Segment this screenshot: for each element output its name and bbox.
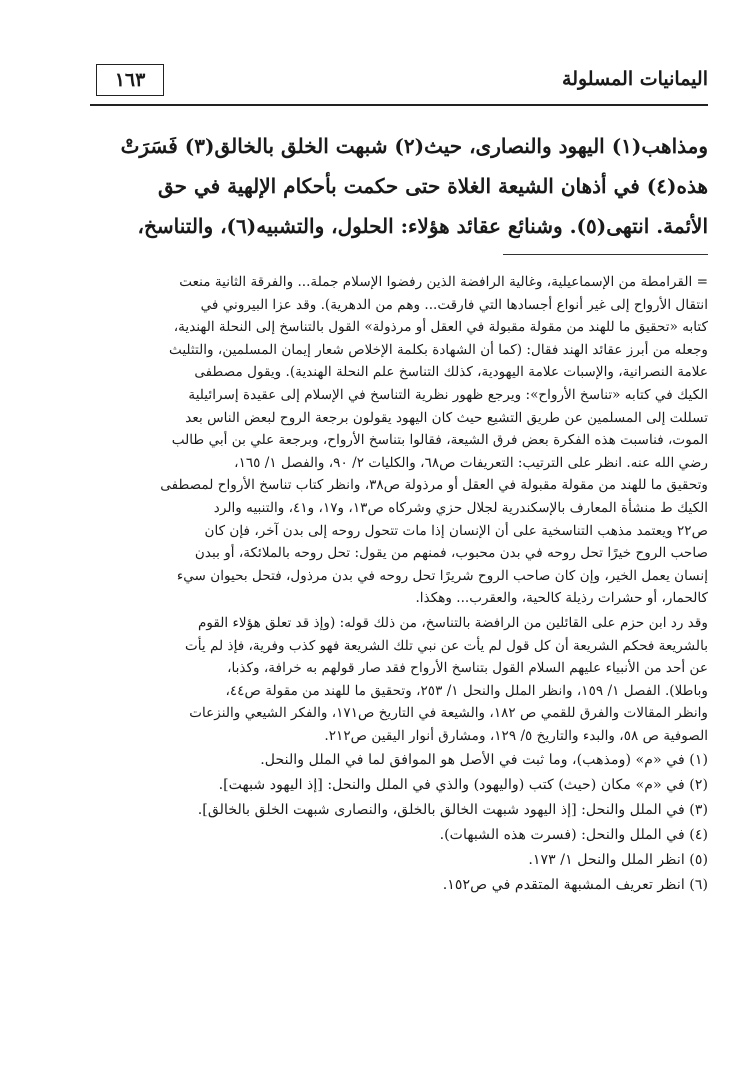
note-line: انتقال الأرواح إلى غير أنواع أجسادها التي فارقت... وهم من الدهرية). وقد عزا البيروني في: [200, 296, 708, 313]
note-line: كتابه «تحقيق ما للهند من مقولة مقبولة في العقل أو مرذولة» القول بالتناسخ إلى النحلة الهندية،: [173, 319, 708, 336]
note-line: = القرامطة من الإسماعيلية، وغالية الرافضة الذين رفضوا الإسلام جملة... والفرقة الثانية منعت: [179, 274, 708, 290]
note-line: الكيك في كتابه «تناسخ الأرواح»: ويرجع ظهور نظرية التناسخ في الإسلام إلى عقيدة إسرائيلية: [188, 386, 708, 403]
note-line: علامة النصرانية، والإسبات علامة اليهودية، كذلك التناسخ علم النحلة الهندية). ويقول مصطفى: [194, 364, 708, 381]
note-line: إنسان يعمل الخير، وإن كان صاحب الروح شريرًا تحل روحه في بدن مرذول، فتحل بحيوان سيء: [176, 567, 708, 584]
page-header: [90, 56, 708, 106]
note-line: تسللت إلى المسلمين عن طريق التشيع حيث كان اليهود يقولون برجعة الروح لبعض الناس بعد: [185, 409, 708, 426]
continued-footnote: [90, 271, 708, 747]
main-text-line: الأئمة. انتهى(٥). وشنائع عقائد هؤلاء: الحلول، والتشبيه(٦)، والتناسخ،: [137, 214, 708, 238]
note-line: عن أحد من الأنبياء عليهم السلام القول بتناسخ الأرواح فقد صار قولهم به خرافة، وكذبا،: [227, 660, 708, 677]
note-line: وانظر المقالات والفرق للقمي ص ١٨٢، والشيعة في التاريخ ص١٧١، والفكر الشيعي والنزعات: [189, 705, 708, 722]
main-text-line: ومذاهب(١) اليهود والنصارى، حيث(٢) شبهت الخلق بالخالق(٣) فَسَرَتْ: [120, 134, 708, 158]
footnote-1: (١) في «م» (ومذهب)، وما ثبت في الأصل هو الموافق لما في الملل والنحل.: [260, 752, 708, 769]
footnotes-list: [90, 748, 708, 898]
note-line: كالحمار، أو حشرات رذيلة كالحية، والعقرب... وهكذا.: [415, 590, 708, 607]
note-line: صاحب الروح خيرًا تحل روحه في بدن محبوب، فمنهم من يقول: تحل روحه بالملائكة، أو ببدن: [194, 545, 708, 562]
book-page: [90, 56, 708, 898]
note-line: الموت، فناسبت هذه الفكرة بعض فرق الشيعة، فقالوا بتناسخ الأرواح، وبرجعة علي بن أبي طالب: [171, 432, 708, 449]
running-title: اليمانيات المسلولة: [562, 68, 708, 90]
note-line: الكيك ط منشأة المعارف بالإسكندرية لجلال حزي وشركاه ص١٣، و١٧، و٤١، والتنبيه والرد: [213, 499, 708, 516]
note-line: وباطلا). الفصل ١/ ١٥٩، وانظر الملل والنحل ١/ ٢٥٣، وتحقيق ما للهند من مقولة ص٤٤،: [225, 682, 708, 699]
footnote-2: (٢) في «م» مكان (حيث) كتب (واليهود) والذي في الملل والنحل: [إذ اليهود شبهت].: [218, 777, 708, 794]
page-number-box: ١٦٣: [96, 64, 164, 96]
note-line: وجعله من أبرز عقائد الهند فقال: (كما أن الشهادة بكلمة الإخلاص شعار إيمان المسلمين، والتثليث: [168, 341, 708, 358]
note-line: رضي الله عنه. انظر على الترتيب: التعريفات ص٦٨، والكليات ٢/ ٩٠، والفصل ١/ ١٦٥،: [234, 454, 708, 471]
note-line: ص٢٢ ويعتمد مذهب التناسخية على أن الإنسان إذا مات تتحول روحه إلى بدن آخر، فإن كان: [204, 522, 708, 539]
footnote-3: (٣) في الملل والنحل: [إذ اليهود شبهت الخالق بالخلق، والنصارى شبهت الخلق بالخالق].: [197, 802, 708, 819]
note-line: الصوفية ص ٥٨، والبدء والتاريخ ٥/ ١٢٩، ومشارق أنوار اليقين ص٢١٢.: [324, 727, 708, 744]
note-line: وقد رد ابن حزم على القائلين من الرافضة بالتناسخ، من ذلك قوله: (وإذ قد تعلق هؤلاء القوم: [197, 614, 708, 631]
note-line: وتحقيق ما للهند من مقولة مقبولة في العقل أو مرذولة ص٣٨، وانظر كتاب تناسخ الأرواح لمصطفى: [160, 477, 708, 494]
footnote-5: (٥) انظر الملل والنحل ١/ ١٧٣.: [528, 852, 708, 869]
main-text-line: هذه(٤) في أذهان الشيعة الغلاة حتى حكمت بأحكام الإلهية في حق: [157, 174, 708, 198]
main-text: [90, 126, 708, 246]
note-line: بالشريعة فحكم الشريعة أن كل قول لم يأت عن نبي تلك الشريعة فهو كذب وفرية، فإذ لم يأت: [184, 637, 708, 654]
footnote-6: (٦) انظر تعريف المشبهة المتقدم في ص١٥٢.: [442, 877, 708, 894]
footnote-4: (٤) في الملل والنحل: (فسرت هذه الشبهات).: [439, 827, 708, 844]
footnote-separator: [503, 254, 708, 271]
